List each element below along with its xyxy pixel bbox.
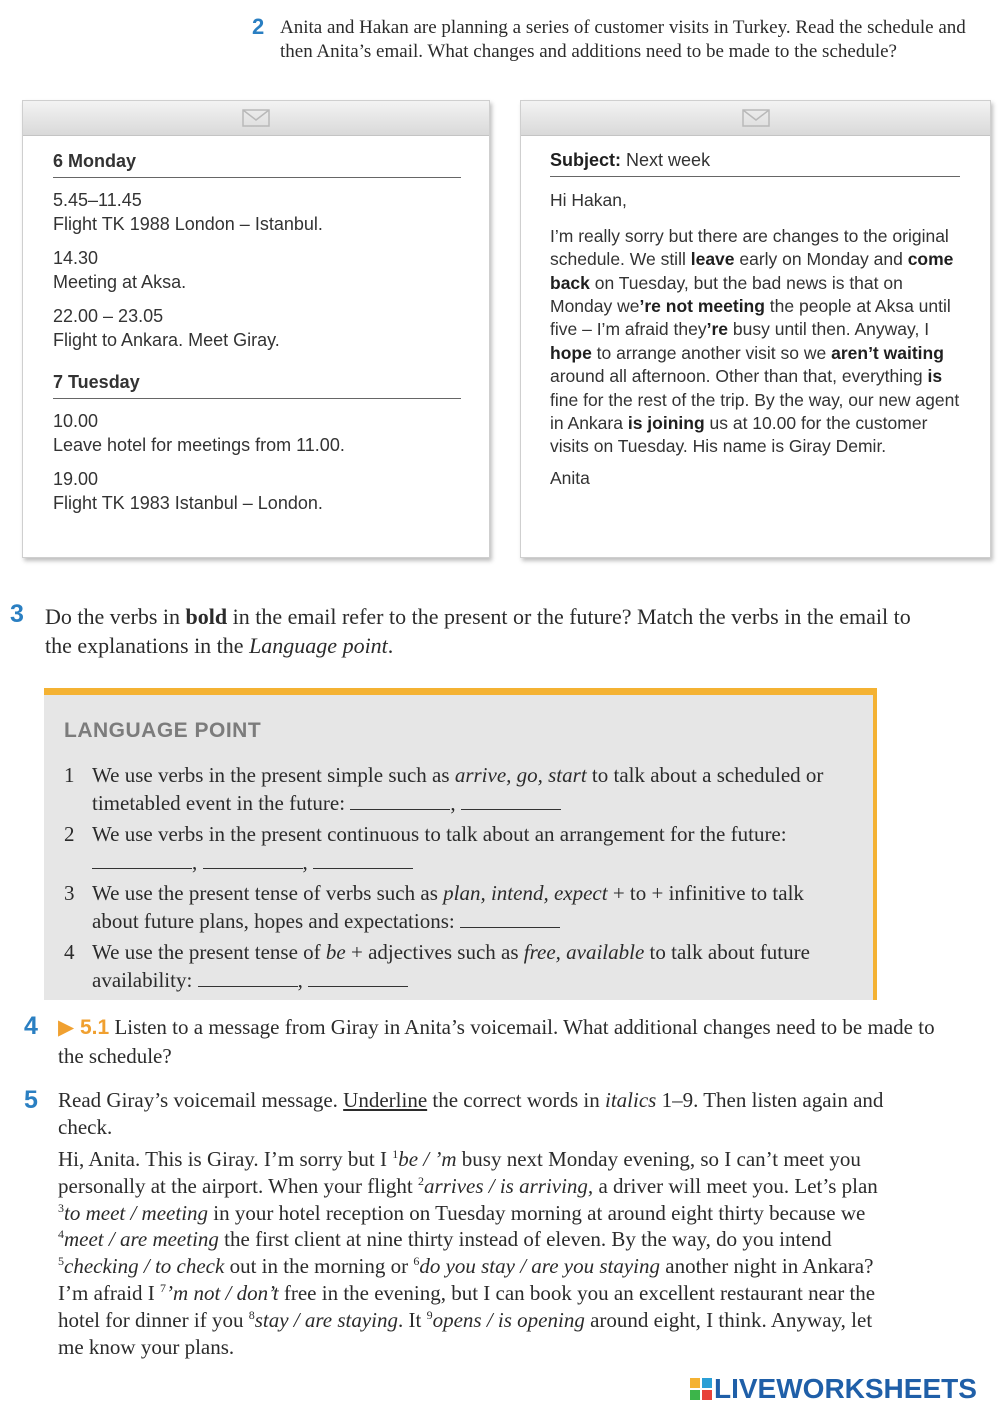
envelope-icon xyxy=(742,109,770,127)
language-point-item xyxy=(64,938,854,994)
option-number: 7 xyxy=(160,1280,167,1295)
schedule-entry xyxy=(53,304,461,352)
message-text: Hi, Anita. This is Giray. I’m sorry but I xyxy=(58,1147,393,1171)
schedule-entry xyxy=(53,409,461,457)
task-2-number: 2 xyxy=(252,14,265,39)
answer-blank[interactable] xyxy=(92,852,192,869)
envelope-icon xyxy=(242,109,270,127)
schedule-time: 22.00 – 23.05 xyxy=(53,306,164,326)
message-text: around eight, I think. Anyway, let me know your plans. xyxy=(58,1307,873,1359)
email-text: fine for the rest of the trip. By the way, our new agent in Ankara xyxy=(550,389,960,434)
email-subject-line xyxy=(550,149,960,177)
email-bold-verb: come back xyxy=(550,249,954,293)
liveworksheets-logo-icon xyxy=(690,1378,712,1400)
message-text: out in the morning or xyxy=(224,1254,414,1279)
email-greeting: Hi Hakan, xyxy=(550,190,627,211)
email-panel xyxy=(520,100,991,558)
answer-option[interactable]: be / ’m xyxy=(398,1147,457,1171)
task-3-text-b: in the email refer to the present or the future? Match the verbs in the email to the explanations in the xyxy=(45,604,911,658)
answer-blank[interactable] xyxy=(203,852,303,869)
option-number: 2 xyxy=(418,1173,425,1188)
language-point-number: 2 xyxy=(64,822,75,846)
task-4-number: 4 xyxy=(24,1012,38,1040)
task-5-text-b: the correct words in xyxy=(427,1088,606,1112)
answer-blank[interactable] xyxy=(313,852,413,869)
language-point-text: We use the present tense of be + adjectives such as free, available to talk about future availability: , xyxy=(92,940,810,992)
answer-option[interactable]: to meet / meeting xyxy=(64,1200,209,1225)
email-text: busy until then. Anyway, I xyxy=(728,319,930,340)
email-bold-verb: ’re xyxy=(706,319,729,340)
audio-track-button[interactable]: ▶ 5.1 xyxy=(58,1016,110,1039)
schedule-desc: Leave hotel for meetings from 11.00. xyxy=(53,435,345,455)
email-text: on Tuesday, but the bad news is that on Monday we xyxy=(550,272,903,317)
task-2-instruction: Anita and Hakan are planning a series of customer visits in Turkey. Read the schedule and then Anita’s email. What changes and additions need to be made to the schedule? xyxy=(280,17,966,62)
voicemail-message xyxy=(58,1146,878,1360)
task-5-number: 5 xyxy=(24,1086,38,1114)
task-3-italic-ref: Language point xyxy=(249,633,388,658)
schedule-panel xyxy=(22,100,490,558)
answer-blank[interactable] xyxy=(460,911,560,928)
option-number: 6 xyxy=(413,1254,420,1269)
schedule-desc: Meeting at Aksa. xyxy=(53,272,187,292)
language-point-number: 1 xyxy=(64,763,75,787)
schedule-desc: Flight to Ankara. Meet Giray. xyxy=(53,330,280,350)
email-text: to arrange another visit so we xyxy=(591,342,832,363)
message-text: free in the evening, but I can book you an excellent restaurant near the hotel for dinner if you xyxy=(58,1280,876,1332)
email-subject-label: Subject: xyxy=(550,150,622,170)
email-panel-header xyxy=(521,101,990,136)
schedule-body xyxy=(53,149,461,515)
lp-text: to talk about a scheduled or timetabled event in the future: xyxy=(92,763,824,815)
schedule-day-title: 6 Monday xyxy=(53,149,461,178)
email-bold-verb: ’re not meeting xyxy=(639,296,765,317)
task-5-text-a: Read Giray’s voicemail message. xyxy=(58,1088,344,1112)
option-number: 5 xyxy=(58,1254,64,1269)
email-text: us at 10.00 for the customer visits on Tuesday. His name is Giray Demir. xyxy=(550,413,928,457)
option-number: 8 xyxy=(248,1307,255,1322)
task-3-number: 3 xyxy=(10,600,24,628)
option-number: 9 xyxy=(426,1307,433,1322)
answer-option[interactable]: stay / are staying xyxy=(254,1307,398,1332)
option-number: 3 xyxy=(58,1200,64,1215)
email-bold-verb: is xyxy=(927,366,943,387)
schedule-desc: Flight TK 1983 Istanbul – London. xyxy=(53,493,323,513)
language-point-number: 3 xyxy=(64,881,75,905)
answer-blank[interactable] xyxy=(350,793,450,810)
task-5-italic-word: italics xyxy=(605,1088,657,1112)
message-text: . It xyxy=(398,1307,427,1332)
answer-option[interactable]: ’m not / don’t xyxy=(166,1280,279,1305)
language-point-number: 4 xyxy=(64,940,75,964)
email-content xyxy=(550,149,960,490)
task-5-underline-word: Underline xyxy=(343,1088,428,1112)
schedule-day-title: 7 Tuesday xyxy=(53,370,461,399)
answer-option[interactable]: opens / is opening xyxy=(432,1307,585,1332)
message-text: a driver will meet you. Let’s plan xyxy=(593,1173,878,1198)
language-point-text: We use verbs in the present simple such as arrive, go, start to talk about a scheduled or timetabled event in the future: , xyxy=(92,763,824,815)
lp-text: We use the present tense of xyxy=(92,940,326,964)
schedule-time: 19.00 xyxy=(53,469,99,489)
schedule-entry xyxy=(53,467,461,515)
schedule-time: 10.00 xyxy=(53,411,99,431)
schedule-time: 14.30 xyxy=(53,248,99,268)
answer-option[interactable]: do you stay / are you staying xyxy=(419,1254,660,1279)
lp-text: We use verbs in the present simple such as xyxy=(92,763,455,787)
task-4-instruction xyxy=(58,1013,938,1070)
lp-italic-examples: free, available xyxy=(523,940,645,964)
lp-italic-examples: plan, intend, expect xyxy=(443,881,608,905)
email-body xyxy=(550,225,960,459)
language-point-title: LANGUAGE POINT xyxy=(64,719,262,742)
answer-blank[interactable] xyxy=(461,793,561,810)
lp-italic-examples: arrive, go, start xyxy=(454,763,587,787)
answer-blank[interactable] xyxy=(198,970,298,987)
answer-option[interactable]: arrives / is arriving, xyxy=(424,1173,594,1198)
lp-text: We use verbs in the present continuous to talk about an arrangement for the future: xyxy=(92,822,787,846)
liveworksheets-logo xyxy=(690,1373,977,1405)
email-signature: Anita xyxy=(550,467,590,488)
message-text: the first client at nine thirty instead of eleven. By the way, do you intend xyxy=(218,1227,832,1252)
schedule-time: 5.45–11.45 xyxy=(53,190,142,210)
schedule-panel-header xyxy=(23,101,489,136)
task-5-text-c: 1–9. Then listen again and check. xyxy=(58,1088,884,1139)
language-point-item xyxy=(64,820,854,876)
task-4-text: Listen to a message from Giray in Anita’s voicemail. What additional changes need to be made to the schedule? xyxy=(58,1015,935,1068)
schedule-entry xyxy=(53,246,461,294)
option-number: 4 xyxy=(58,1227,64,1242)
task-3-bold-word: bold xyxy=(185,604,228,629)
task-3-instruction xyxy=(45,602,925,660)
email-text: I’m really sorry but there are changes to the original schedule. We still xyxy=(550,225,949,270)
language-point-text: We use verbs in the present continuous to talk about an arrangement for the future: , , xyxy=(92,822,787,874)
language-point-item xyxy=(64,879,854,935)
email-text: early on Monday and xyxy=(734,249,908,270)
email-text: around all afternoon. Other than that, everything xyxy=(550,366,928,387)
option-number: 1 xyxy=(392,1147,399,1161)
lp-text: to talk about future availability: xyxy=(92,940,810,992)
language-point-box xyxy=(44,688,877,1000)
email-text: the people at Aksa until five – I’m afraid they xyxy=(550,296,951,340)
lp-text: + to + infinitive to talk about future plans, hopes and expectations: xyxy=(92,881,804,933)
message-text: another night in Ankara? I’m afraid I xyxy=(58,1254,874,1305)
email-bold-verb: leave xyxy=(690,249,735,270)
lp-italic-examples: be xyxy=(325,940,346,964)
schedule-entry xyxy=(53,188,461,236)
task-3-text-a: Do the verbs in xyxy=(45,604,186,629)
schedule-desc: Flight TK 1988 London – Istanbul. xyxy=(53,214,323,234)
message-text: busy next Monday evening, so I can’t meet you personally at the airport. When your flight xyxy=(58,1147,861,1198)
email-bold-verb: hope xyxy=(550,342,592,363)
language-point-text xyxy=(92,879,854,935)
email-bold-verb: aren’t waiting xyxy=(831,342,944,363)
task-5-instruction xyxy=(58,1087,938,1141)
email-subject: Next week xyxy=(626,150,711,170)
answer-option[interactable]: checking / to check xyxy=(64,1254,225,1279)
lp-text: + adjectives such as xyxy=(345,940,524,964)
answer-blank[interactable] xyxy=(308,970,408,987)
task-3-text-c: . xyxy=(387,633,394,658)
language-point-item xyxy=(64,761,854,817)
answer-option[interactable]: meet / are meeting xyxy=(64,1227,219,1252)
message-text: in your hotel reception on Tuesday morning at around eight thirty because we xyxy=(208,1200,866,1225)
logo-text: LIVEWORKSHEETS xyxy=(714,1373,977,1404)
lp-text: We use the present tense of verbs such as xyxy=(92,881,444,905)
email-bold-verb: is joining xyxy=(627,413,705,434)
